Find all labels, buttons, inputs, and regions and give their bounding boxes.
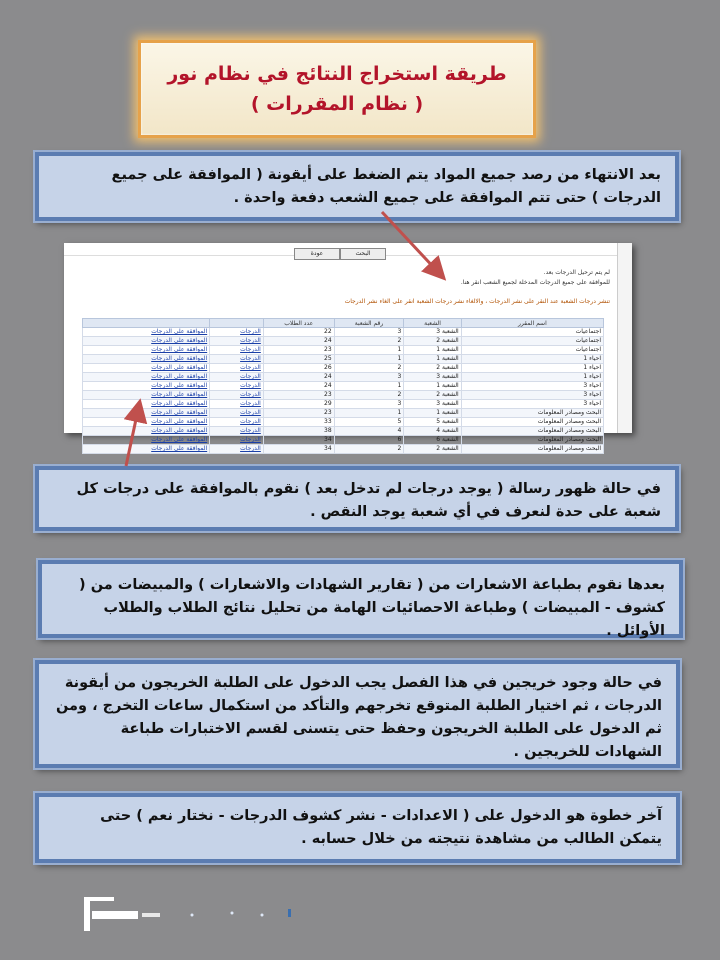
table-cell: 5: [334, 418, 404, 427]
approve-grades-link[interactable]: الموافقة على الدرجات: [83, 364, 210, 373]
table-cell: احياء 1: [461, 355, 603, 364]
approve-grades-link[interactable]: الموافقة على الدرجات: [83, 373, 210, 382]
grades-link[interactable]: الدرجات: [210, 445, 264, 454]
table-cell: احياء 1: [461, 373, 603, 382]
approve-all-link[interactable]: للموافقة على جميع الدرجات المدخلة لجميع الشعب انقر هنا.: [460, 279, 610, 286]
table-header-cell: [210, 319, 264, 328]
approve-grades-link[interactable]: الموافقة على الدرجات: [83, 328, 210, 337]
table-cell: الشعبة 3: [404, 328, 461, 337]
step-card-3: [38, 560, 683, 638]
table-cell: الشعبة 6: [404, 436, 461, 445]
table-cell: 6: [334, 436, 404, 445]
table-cell: 2: [334, 337, 404, 346]
table-cell: 24: [263, 337, 334, 346]
table-cell: 2: [334, 445, 404, 454]
table-cell: الشعبة 1: [404, 382, 461, 391]
table-header-cell: عدد الطلاب: [263, 319, 334, 328]
table-cell: 1: [334, 346, 404, 355]
approve-grades-link[interactable]: الموافقة على الدرجات: [83, 400, 210, 409]
back-button[interactable]: عودة: [294, 248, 340, 260]
table-cell: الشعبة 1: [404, 355, 461, 364]
table-cell: 1: [334, 409, 404, 418]
step-text-1: بعد الانتهاء من رصد جميع المواد يتم الضغط على أيقونة ( الموافقة على جميع الدرجات ) حتى تتم الموافقة على جميع الشعب دفعة واحدة .: [111, 167, 661, 206]
grades-link[interactable]: الدرجات: [210, 328, 264, 337]
table-cell: 23: [263, 409, 334, 418]
page-subtitle: ( نظام المقررات ): [250, 93, 424, 115]
table-row: [83, 418, 604, 427]
step-card-2: [35, 466, 679, 531]
table-cell: اجتماعيات: [461, 346, 603, 355]
grades-link[interactable]: الدرجات: [210, 346, 264, 355]
table-cell: 24: [263, 373, 334, 382]
step-card-5: [35, 793, 680, 863]
table-cell: الشعبة 3: [404, 400, 461, 409]
table-row: [83, 427, 604, 436]
table-header-cell: اسم المقرر: [461, 319, 603, 328]
table-row: [83, 328, 604, 337]
table-cell: 3: [334, 328, 404, 337]
table-header-cell: [83, 319, 210, 328]
step-text-5: آخر خطوة هو الدخول على ( الاعدادات - نشر كشوف الدرجات - نختار نعم ) حتى يتمكن الطالب من مشاهدة نتيجته من خلال حسابه .: [100, 808, 662, 847]
table-cell: 26: [263, 364, 334, 373]
approve-grades-link[interactable]: الموافقة على الدرجات: [83, 346, 210, 355]
table-cell: البحث ومصادر المعلومات: [461, 436, 603, 445]
step-card-4: [35, 660, 680, 768]
notice-line-1: لم يتم ترحيل الدرجات بعد.: [543, 269, 610, 276]
grades-link[interactable]: الدرجات: [210, 427, 264, 436]
grades-link[interactable]: الدرجات: [210, 382, 264, 391]
approve-grades-link[interactable]: الموافقة على الدرجات: [83, 427, 210, 436]
approve-grades-link[interactable]: الموافقة على الدرجات: [83, 337, 210, 346]
table-row: [83, 436, 604, 445]
table-cell: 3: [334, 373, 404, 382]
approve-grades-link[interactable]: الموافقة على الدرجات: [83, 436, 210, 445]
table-row: [83, 373, 604, 382]
table-cell: الشعبة 4: [404, 427, 461, 436]
table-row: [83, 409, 604, 418]
table-cell: الشعبة 2: [404, 391, 461, 400]
table-cell: احياء 1: [461, 364, 603, 373]
table-header-cell: الشعبة: [404, 319, 461, 328]
table-cell: 38: [263, 427, 334, 436]
table-row: [83, 445, 604, 454]
table-row: [83, 355, 604, 364]
table-cell: 33: [263, 418, 334, 427]
grades-link[interactable]: الدرجات: [210, 409, 264, 418]
table-row: [83, 400, 604, 409]
approve-grades-link[interactable]: الموافقة على الدرجات: [83, 409, 210, 418]
table-cell: البحث ومصادر المعلومات: [461, 427, 603, 436]
grades-link[interactable]: الدرجات: [210, 391, 264, 400]
table-cell: 29: [263, 400, 334, 409]
noor-results-screenshot: [64, 243, 632, 452]
table-cell: الشعبة 1: [404, 346, 461, 355]
table-cell: البحث ومصادر المعلومات: [461, 409, 603, 418]
table-cell: الشعبة 2: [404, 364, 461, 373]
table-cell: 24: [263, 382, 334, 391]
table-cell: 2: [334, 364, 404, 373]
approve-grades-link[interactable]: الموافقة على الدرجات: [83, 418, 210, 427]
signature-mark: [82, 893, 302, 933]
table-cell: 23: [263, 391, 334, 400]
table-cell: البحث ومصادر المعلومات: [461, 418, 603, 427]
table-cell: الشعبة 3: [404, 373, 461, 382]
table-header-cell: رقم الشعبة: [334, 319, 404, 328]
table-cell: 34: [263, 445, 334, 454]
table-cell: 3: [334, 400, 404, 409]
approve-grades-link[interactable]: الموافقة على الدرجات: [83, 355, 210, 364]
table-cell: اجتماعيات: [461, 337, 603, 346]
table-row: [83, 391, 604, 400]
table-cell: 1: [334, 382, 404, 391]
step-text-4: في حالة وجود خريجين في هذا الفصل يجب الدخول على الطلبة الخريجون من أيقونة الدرجات ، ثم اختيار الطلبة المتوقع تخرجهم والتأكد من استكمال ساعات التخرج ، ومن ثم الدخول على الطلبة الخريجون وحفظ حتى يتسنى لقسم الاختبارات طباعة الشهادات للخريجين .: [55, 675, 662, 760]
table-cell: اجتماعيات: [461, 328, 603, 337]
table-cell: 25: [263, 355, 334, 364]
grades-link[interactable]: الدرجات: [210, 436, 264, 445]
table-row: [83, 337, 604, 346]
table-cell: احياء 3: [461, 382, 603, 391]
grades-link[interactable]: الدرجات: [210, 418, 264, 427]
table-cell: 22: [263, 328, 334, 337]
grades-link[interactable]: الدرجات: [210, 337, 264, 346]
table-cell: الشعبة 1: [404, 409, 461, 418]
step-text-2: في حالة ظهور رسالة ( يوجد درجات لم تدخل بعد ) نقوم بالموافقة على درجات كل شعبة على حدة لنعرف في أي شعبة يوجد النقص .: [76, 481, 661, 520]
table-cell: 4: [334, 427, 404, 436]
sections-table: [82, 318, 604, 454]
screenshot-scrollbar: [617, 243, 632, 433]
page-title: طريقة استخراج النتائج في نظام نور: [167, 63, 507, 85]
step-text-3: بعدها نقوم بطباعة الاشعارات من ( تقارير الشهادات والاشعارات ) والمبيضات من ( كشوف - المبيضات ) وطباعة الاحصائيات الهامة من تحليل نتائج الطلاب والطلاب الأوائل .: [79, 577, 665, 639]
table-cell: 23: [263, 346, 334, 355]
table-row: [83, 382, 604, 391]
table-cell: الشعبة 2: [404, 445, 461, 454]
table-cell: 1: [334, 355, 404, 364]
table-cell: الشعبة 2: [404, 337, 461, 346]
search-button[interactable]: البحث: [340, 248, 386, 260]
table-cell: الشعبة 5: [404, 418, 461, 427]
table-cell: 34: [263, 436, 334, 445]
table-cell: البحث ومصادر المعلومات: [461, 445, 603, 454]
grades-link[interactable]: الدرجات: [210, 373, 264, 382]
publish-warning: تنشر درجات الشعبة عند النقر على نشر الدرجات ، والالغاء نشر درجات الشعبة انقر على الغاء نشر الدرجات: [344, 298, 610, 305]
table-row: [83, 364, 604, 373]
table-cell: 2: [334, 391, 404, 400]
step-card-1: [35, 152, 679, 221]
approve-grades-link[interactable]: الموافقة على الدرجات: [83, 382, 210, 391]
grades-link[interactable]: الدرجات: [210, 364, 264, 373]
table-cell: احياء 3: [461, 391, 603, 400]
page-title-box: [138, 40, 536, 138]
approve-grades-link[interactable]: الموافقة على الدرجات: [83, 445, 210, 454]
table-cell: احياء 3: [461, 400, 603, 409]
grades-link[interactable]: الدرجات: [210, 355, 264, 364]
grades-link[interactable]: الدرجات: [210, 400, 264, 409]
approve-grades-link[interactable]: الموافقة على الدرجات: [83, 391, 210, 400]
table-row: [83, 346, 604, 355]
